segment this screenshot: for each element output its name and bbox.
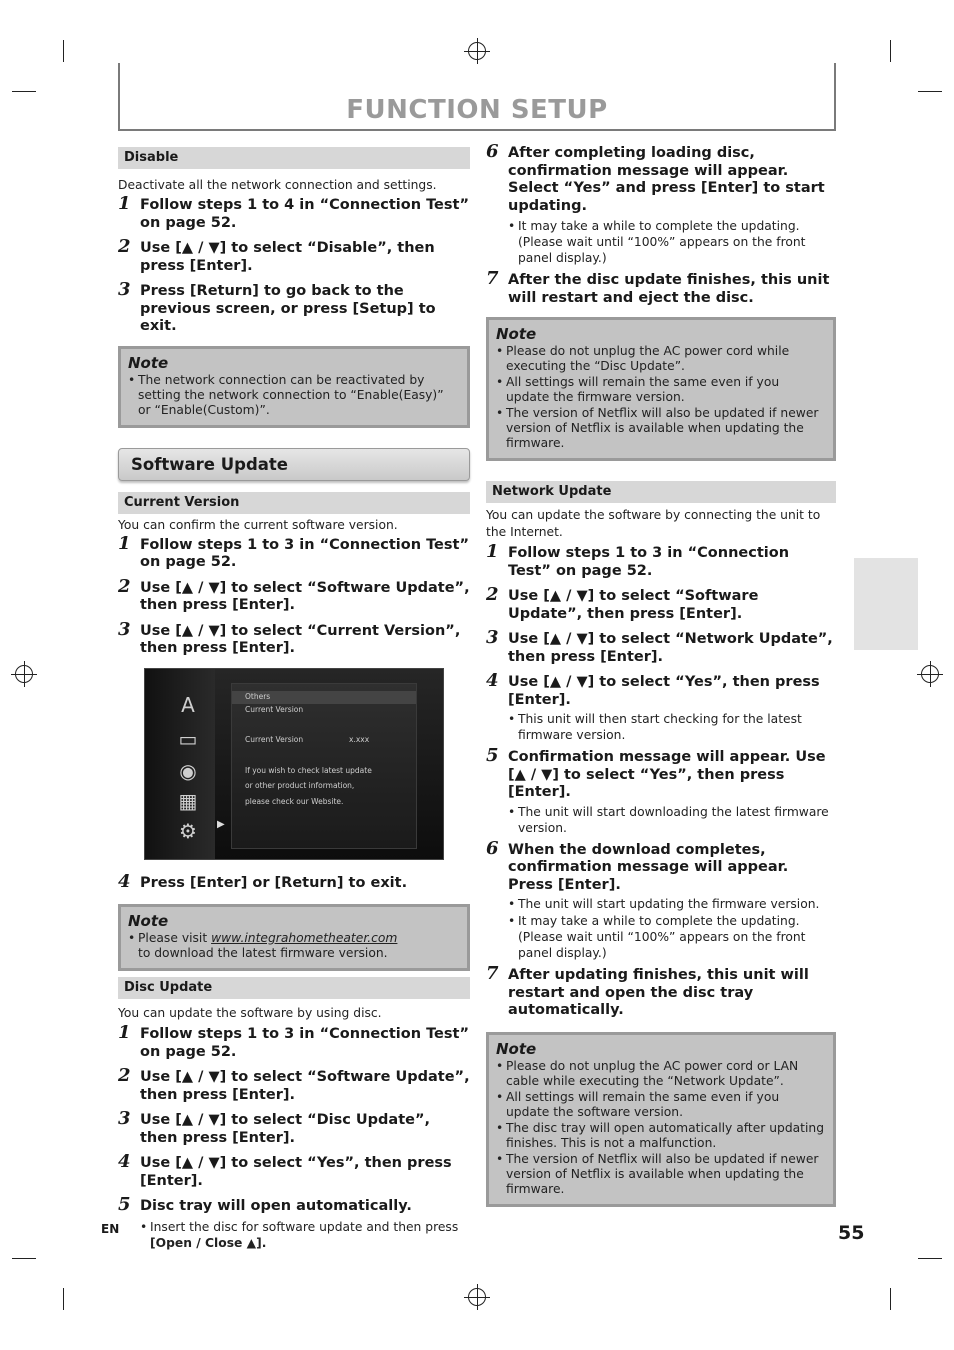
step <box>486 141 836 215</box>
note-title: Note <box>128 353 169 372</box>
note-bullet <box>128 931 459 961</box>
step-number: 7 <box>486 268 499 289</box>
note-text: Please visit <box>138 931 212 945</box>
crop-mark <box>890 40 891 62</box>
step-text: After completing loading disc, confirmation message will appear. Select “Yes” and press [Enter] to start updating. <box>508 145 825 214</box>
step-text: Use [▲ / ▼] to select “Current Version”, then press [Enter]. <box>140 622 461 656</box>
note-bullet: • All settings will remain the same even if you update the software version. <box>496 1090 825 1120</box>
step <box>118 1108 470 1147</box>
crop-mark <box>12 1258 36 1259</box>
note-bullet: • All settings will remain the same even if you update the firmware version. <box>496 375 825 405</box>
step-text: Use [▲ / ▼] to select “Software Update”, then press [Enter]. <box>140 1069 470 1103</box>
registration-mark <box>15 665 33 683</box>
step-number: 4 <box>118 870 131 892</box>
note-title: Note <box>128 912 169 930</box>
step-text: Press [Return] to go back to the previous screen, or press [Setup] to exit. <box>140 283 436 334</box>
step <box>118 1151 470 1190</box>
step-number: 6 <box>486 141 499 162</box>
step <box>118 1065 470 1104</box>
step <box>486 268 836 307</box>
step-text: Use [▲ / ▼] to select “Yes”, then press [Enter]. <box>140 1155 452 1189</box>
step-number: 4 <box>486 670 499 691</box>
step-bullet: • It may take a while to complete the updating. (Please wait until “100%” appears on the front panel display.) <box>508 218 836 266</box>
step-text: After the disc update finishes, this unit will restart and eject the disc. <box>508 272 830 306</box>
note-title: Note <box>496 325 537 343</box>
network-update-description: You can update the software by connecting the unit to the Internet. <box>486 508 821 539</box>
step-number: 2 <box>486 584 499 605</box>
step <box>118 193 470 232</box>
note-box <box>118 346 470 428</box>
registration-mark <box>921 665 939 683</box>
website-link[interactable]: www.integrahometheater.com <box>211 931 398 945</box>
step-text: After updating finishes, this unit will restart and open the disc tray automatically. <box>508 967 809 1018</box>
parental-icon: ▦ <box>178 788 198 813</box>
version-label: Current Version <box>245 734 304 744</box>
step <box>486 584 836 623</box>
disable-description: Deactivate all the network connection and settings. <box>118 178 437 192</box>
language-label: EN <box>101 1222 120 1236</box>
note-bullet: • The version of Netflix will also be updated if newer version of Netflix is available when updating the firmware. <box>496 1152 825 1197</box>
left-column <box>118 147 470 1251</box>
step-text: Follow steps 1 to 3 in “Connection Test” on page 52. <box>508 545 790 579</box>
step-number: 3 <box>486 627 499 648</box>
step-text: Use [▲ / ▼] to select “Software Update”, then press [Enter]. <box>140 579 470 613</box>
note-text: to download the latest firmware version. <box>138 946 388 960</box>
step-number: 5 <box>486 745 499 766</box>
step-bullet: • The unit will start downloading the latest firmware version. <box>508 804 836 836</box>
note-bullet: • The disc tray will open automatically after updating finishes. This is not a malfunction. <box>496 1121 825 1151</box>
disable-heading: Disable <box>118 147 470 169</box>
step <box>486 627 836 666</box>
version-value: x.xxx <box>349 734 370 744</box>
current-version-description: You can confirm the current software version. <box>118 517 398 532</box>
crop-mark <box>918 1258 942 1259</box>
screen-message: please check our Website. <box>245 796 344 806</box>
disc-update-heading: Disc Update <box>118 977 470 999</box>
language-icon: A <box>181 692 195 717</box>
step-text: Use [▲ / ▼] to select “Software Update”, then press [Enter]. <box>508 588 759 622</box>
step-text: Disc tray will open automatically. <box>140 1198 412 1214</box>
step <box>486 837 836 895</box>
step-number: 2 <box>118 1065 131 1086</box>
audio-icon: ◉ <box>179 758 197 783</box>
step-number: 3 <box>118 618 131 640</box>
others-icon: ⚙ <box>179 818 197 843</box>
note-box <box>118 904 470 971</box>
bullet-text: Insert the disc for software update and then press <box>150 1219 459 1234</box>
step <box>486 745 836 802</box>
network-update-heading: Network Update <box>486 481 836 503</box>
step-number: 1 <box>486 541 499 562</box>
registration-mark <box>468 1288 486 1306</box>
step <box>118 618 470 658</box>
step-text: Use [▲ / ▼] to select “Network Update”, then press [Enter]. <box>508 631 833 665</box>
note-title: Note <box>496 1039 537 1058</box>
page-title: FUNCTION SETUP <box>346 95 608 125</box>
current-version-heading: Current Version <box>118 492 470 514</box>
step-number: 7 <box>486 963 499 984</box>
software-update-heading: Software Update <box>118 448 470 481</box>
step-text: Press [Enter] or [Return] to exit. <box>140 874 408 891</box>
step <box>118 870 470 893</box>
step-number: 3 <box>118 1108 131 1129</box>
crop-mark <box>63 40 64 62</box>
note-bullet: • The version of Netflix will also be updated if newer version of Netflix is available when updating the firmware. <box>496 406 825 451</box>
tv-screen-screenshot <box>144 668 444 860</box>
crop-mark <box>12 91 36 92</box>
right-column <box>486 141 836 1207</box>
step-text: Confirmation message will appear. Use [▲ / ▼] to select “Yes”, then press [Enter]. <box>508 749 826 800</box>
step-number: 6 <box>486 837 499 859</box>
menu-title: Others <box>245 691 271 701</box>
step-bullet <box>140 1219 470 1251</box>
crop-mark <box>890 1288 891 1310</box>
note-box <box>486 317 836 461</box>
step-bullet: • The unit will start updating the firmware version. <box>508 896 836 912</box>
step <box>118 279 470 336</box>
step <box>118 1022 470 1061</box>
crop-mark <box>63 1288 64 1310</box>
step-number: 4 <box>118 1151 131 1172</box>
step-text: Follow steps 1 to 3 in “Connection Test” on page 52. <box>140 1026 469 1060</box>
registration-mark <box>468 42 486 60</box>
step <box>118 532 470 572</box>
screen-message: If you wish to check latest update <box>245 765 372 775</box>
note-bullet: • Please do not unplug the AC power cord while executing the “Disc Update”. <box>496 344 825 374</box>
step <box>118 236 470 275</box>
step-text: Use [▲ / ▼] to select “Disc Update”, then press [Enter]. <box>140 1112 430 1146</box>
step <box>486 670 836 709</box>
note-bullet: • The network connection can be reactivated by setting the network connection to “Enable(Easy)” or “Enable(Custom)”. <box>128 373 459 418</box>
display-icon: ▭ <box>178 726 198 751</box>
disc-update-description: You can update the software by using disc. <box>118 1006 382 1020</box>
page-number: 55 <box>838 1222 865 1244</box>
step-text: Use [▲ / ▼] to select “Yes”, then press [Enter]. <box>508 674 820 708</box>
step-bullet: • This unit will then start checking for the latest firmware version. <box>508 711 836 743</box>
step-bullet: • It may take a while to complete the updating. (Please wait until “100%” appears on the front panel display.) <box>508 913 836 961</box>
step <box>486 541 836 580</box>
menu-item: Current Version <box>245 704 304 714</box>
step-text: When the download completes, confirmation message will appear. Press [Enter]. <box>508 841 789 893</box>
step-number: 2 <box>118 575 131 597</box>
step-number: 1 <box>118 532 131 554</box>
selector-arrow-icon: ▶ <box>217 818 225 830</box>
note-box <box>486 1032 836 1207</box>
step-text: Follow steps 1 to 3 in “Connection Test” on page 52. <box>140 536 469 570</box>
step-number: 2 <box>118 236 131 257</box>
step-number: 1 <box>118 193 131 214</box>
step-number: 1 <box>118 1022 131 1043</box>
step <box>118 575 470 615</box>
step <box>118 1194 470 1216</box>
section-tab <box>854 558 918 650</box>
screen-message: or other product information, <box>245 780 355 790</box>
key-label: [Open / Close ▲]. <box>150 1235 267 1250</box>
step <box>486 963 836 1020</box>
crop-mark <box>918 91 942 92</box>
step-number: 5 <box>118 1194 131 1215</box>
step-number: 3 <box>118 279 131 300</box>
step-text: Use [▲ / ▼] to select “Disable”, then press [Enter]. <box>140 240 435 274</box>
note-bullet: • Please do not unplug the AC power cord or LAN cable while executing the “Network Update”. <box>496 1059 825 1089</box>
step-text: Follow steps 1 to 4 in “Connection Test” on page 52. <box>140 197 469 231</box>
